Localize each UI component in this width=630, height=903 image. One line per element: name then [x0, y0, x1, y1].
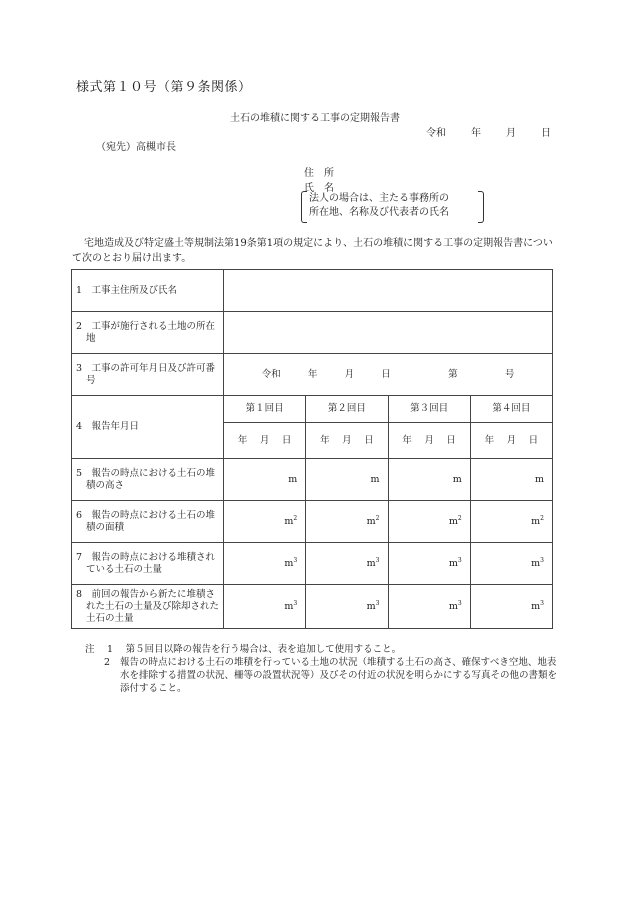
address-label: 住 所 — [304, 168, 334, 179]
row5-label: 5 報告の時点における土石の堆積の高さ — [72, 459, 224, 501]
table-row — [72, 312, 553, 354]
bracket-left — [301, 191, 307, 223]
notes-prefix: 注 — [85, 644, 95, 655]
row2-value-cell[interactable] — [224, 312, 553, 354]
report-header-1: 第１回目 — [224, 396, 306, 423]
corporate-note — [301, 191, 484, 223]
change-cell-3[interactable]: $m^3$ — [388, 585, 470, 629]
change-cell-1[interactable]: $m^3$ — [224, 585, 306, 629]
row2-label: 2 工事が施行される土地の所在地 — [72, 312, 224, 354]
table-row — [72, 270, 553, 312]
row7-label: 7 報告の時点における堆積されている土石の土量 — [72, 543, 224, 585]
note-2-number: 2 — [104, 657, 111, 668]
report-date-4[interactable]: 年 月 日 — [470, 423, 552, 459]
height-cell-2[interactable]: m — [306, 459, 388, 501]
bracket-right — [478, 191, 484, 223]
change-cell-2[interactable]: $m^3$ — [306, 585, 388, 629]
report-date-2[interactable]: 年 月 日 — [306, 423, 388, 459]
volume-cell-3[interactable]: $m^3$ — [388, 543, 470, 585]
report-date-3[interactable]: 年 月 日 — [388, 423, 470, 459]
permit-month: 月 — [344, 368, 355, 380]
date-era: 令和 — [426, 128, 446, 139]
addressee: （宛先）高槻市長 — [96, 142, 176, 153]
height-cell-3[interactable]: m — [388, 459, 470, 501]
table-row — [72, 354, 553, 396]
row1-label: 1 工事主住所及び氏名 — [72, 270, 224, 312]
volume-cell-1[interactable]: $m^3$ — [224, 543, 306, 585]
document-title: 土石の堆積に関する工事の定期報告書 — [230, 113, 400, 124]
date-year: 年 — [471, 128, 481, 139]
report-date-1[interactable]: 年 月 日 — [224, 423, 306, 459]
permit-day: 日 — [381, 368, 391, 380]
report-header-4: 第４回目 — [470, 396, 552, 423]
permit-no-suffix: 号 — [504, 368, 515, 380]
row6-label: 6 報告の時点における土石の堆積の面積 — [72, 501, 224, 543]
area-cell-2[interactable]: $m^2$ — [306, 501, 388, 543]
volume-cell-4[interactable]: $m^3$ — [470, 543, 552, 585]
row3-value-cell[interactable] — [224, 354, 553, 396]
height-cell-4[interactable]: m — [470, 459, 552, 501]
area-cell-3[interactable]: $m^2$ — [388, 501, 470, 543]
note-2 — [104, 656, 564, 695]
row1-value-cell[interactable] — [224, 270, 553, 312]
note-2-text: 報告の時点における土石の堆積を行っている土地の状況（堆積する土石の高さ、確保すべき空地、地表水を排除する措置の状況、柵等の設置状況等）及びその付近の状況を明らかにする写真その他の書類を添付すること。 — [120, 657, 558, 694]
table-row — [72, 501, 553, 543]
note-1 — [85, 643, 401, 656]
note-1-number: 1 — [107, 644, 114, 655]
table-row — [72, 459, 553, 501]
permit-year: 年 — [307, 368, 318, 380]
table-row — [72, 396, 553, 423]
form-number: 様式第１０号（第９条関係） — [76, 80, 252, 95]
report-header-2: 第２回目 — [306, 396, 388, 423]
table-row — [72, 585, 553, 629]
row3-label: 3 工事の許可年月日及び許可番号 — [72, 354, 224, 396]
name-label: 氏 名 — [304, 183, 334, 194]
table-row — [72, 543, 553, 585]
corporate-note-line2: 所在地、名称及び代表者の氏名 — [309, 207, 449, 218]
area-cell-4[interactable]: $m^2$ — [470, 501, 552, 543]
area-cell-1[interactable]: $m^2$ — [224, 501, 306, 543]
permit-era: 令和 — [261, 368, 281, 380]
height-cell-1[interactable]: m — [224, 459, 306, 501]
volume-cell-2[interactable]: $m^3$ — [306, 543, 388, 585]
permit-no-prefix: 第 — [448, 368, 458, 380]
change-cell-4[interactable]: $m^3$ — [470, 585, 552, 629]
body-text: 宅地造成及び特定盛土等規制法第19条第1項の規定により、土石の堆積に関する工事の定期報告書について次のとおり届け出ます。 — [72, 238, 553, 264]
report-table — [71, 269, 553, 629]
date-day: 日 — [541, 128, 551, 139]
date-month: 月 — [506, 128, 516, 139]
row4-label: 4 報告年月日 — [72, 396, 224, 459]
note-1-text: 第５回目以降の報告を行う場合は、表を追加して使用すること。 — [125, 644, 402, 655]
row8-label: 8 前回の報告から新たに堆積された土石の土量及び除却された土石の土量 — [72, 585, 224, 629]
report-header-3: 第３回目 — [388, 396, 470, 423]
corporate-note-line1: 法人の場合は、主たる事務所の — [309, 193, 449, 204]
